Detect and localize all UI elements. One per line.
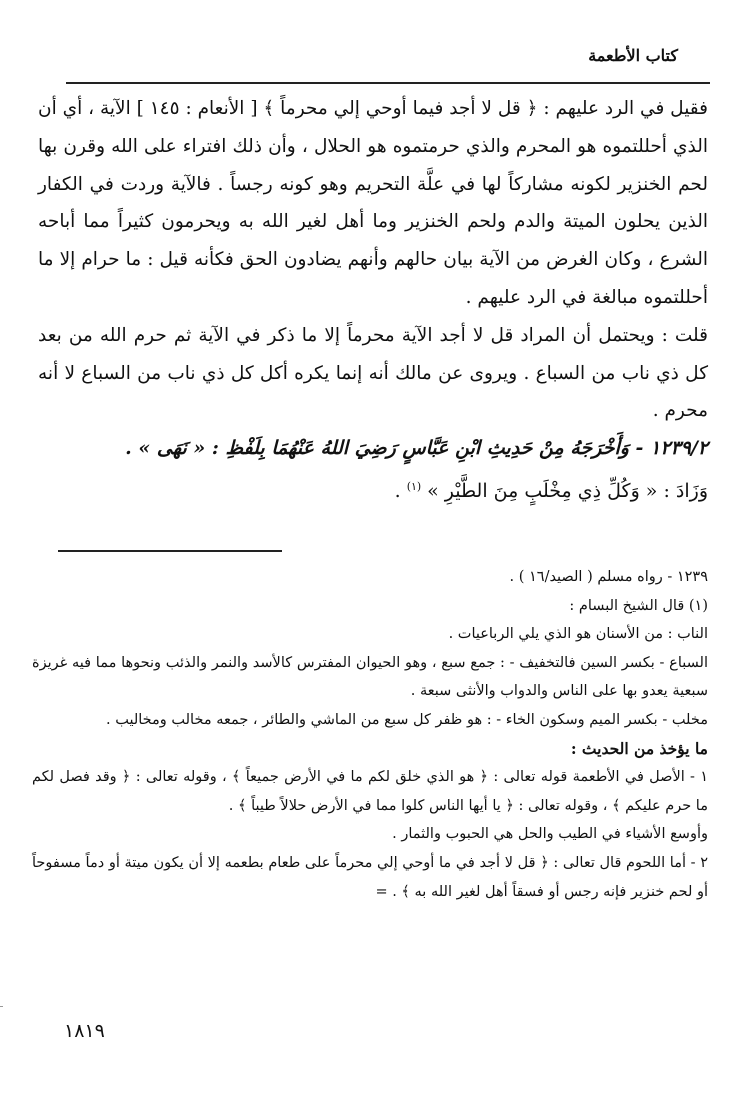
footnote-marker: (١) (406, 479, 422, 493)
paragraph-2: قلت : ويحتمل أن المراد قل لا أجد الآية محرماً إلا ما ذكر في الآية ثم حرم الله من بعد كل ذي ناب من السباع . ويروى عن مالك أنه إنما يكره أكل كل ذي ناب من السباع لا أنه محرم . (38, 324, 708, 422)
page-number: ١٨١٩ (64, 1020, 105, 1042)
margin-mark (0, 1006, 3, 1007)
hadith-line-2: وَزَادَ : « وَكُلِّ ذِي مِخْلَبٍ مِنَ الطَّيْرِ » (427, 480, 708, 503)
note-mikhlab: مخلب - بكسر الميم وسكون الخاء - : هو ظفر كل سبع من الماشي والطائر ، جمعه مخالب ومخاليب . (105, 711, 708, 728)
note-point-1: ١ - الأصل في الأطعمة قوله تعالى : ﴿ هو الذي خلق لكم ما في الأرض جميعاً ﴾ ، وقوله تعالى : ﴿ وقد فصل لكم ما حرم عليكم ﴾ ، وقوله تعالى : ﴿ يا أيها الناس كلوا مما في الأرض حلالاً طيباً ﴾ . (32, 769, 708, 814)
hadith-text (38, 430, 708, 511)
note-heading: ما يؤخذ من الحديث : (570, 738, 708, 758)
note-source: ١٢٣٩ - رواه مسلم ( الصيد/١٦ ) . (509, 569, 708, 585)
note-point-2: ٢ - أما اللحوم قال تعالى : ﴿ قل لا أجد في ما أوحي إلي محرماً على طعام بطعمه إلا أن يكون ميتة أو دماً مسفوحاً أو لحم خنزير فإنه رجس أو فسقاً أهل لغير الله به ﴾ . = (32, 854, 708, 900)
note-intro: (١) قال الشيخ البسام : (569, 597, 708, 614)
main-text (38, 90, 708, 511)
note-sibaa: السباع - بكسر السين فالتخفيف - : جمع سبع ، وهو الحيوان المفترس كالأسد والنمر والذئب ونحوها مما فيه غريزة سبعية يعدو بها على الناس والدواب والأنثى سبعة . (32, 654, 708, 700)
footnotes (32, 563, 708, 906)
running-header: كتاب الأطعمة (588, 46, 678, 65)
header-rule (66, 82, 710, 84)
hadith-end: . (394, 480, 407, 503)
paragraph-1: فقيل في الرد عليهم : ﴿ قل لا أجد فيما أوحي إلي محرماً ﴾ [ الأنعام : ١٤٥ ] الآية ، أي أن الذي أحللتموه هو المحرم والذي حرمتموه هو الحلال ، وأن ذلك افتراء على الله وقرن بها لحم الخنزير لكونه مشاركاً لها في علَّة التحريم وهو كونه رجساً . فالآية وردت في الكفار الذين يحلون الميتة والدم ولحم الخنزير وما أهل لغير الله به ويحرمون كثيراً مما أباحه الشرع ، وكان الغرض من الآية بيان حالهم وأنهم يضادون الحق فكأنه قيل : ما حرام إلا ما أحللتموه مبالغة في الرد عليهم . (38, 98, 708, 308)
note-nab: الناب : من الأسنان هو الذي يلي الرباعيات . (448, 626, 708, 643)
hadith-line-1: ١٢٣٩/٢ - وَأَخْرَجَهُ مِنْ حَدِيثِ ابْنِ عَبَّاسٍ رَضِيَ اللهُ عَنْهُمَا بِلَفْظِ : « نَهَى » . (125, 437, 708, 460)
footnote-divider (58, 550, 282, 552)
note-point-1b: وأوسع الأشياء في الطيب والحل هي الحبوب والثمار . (392, 826, 708, 843)
